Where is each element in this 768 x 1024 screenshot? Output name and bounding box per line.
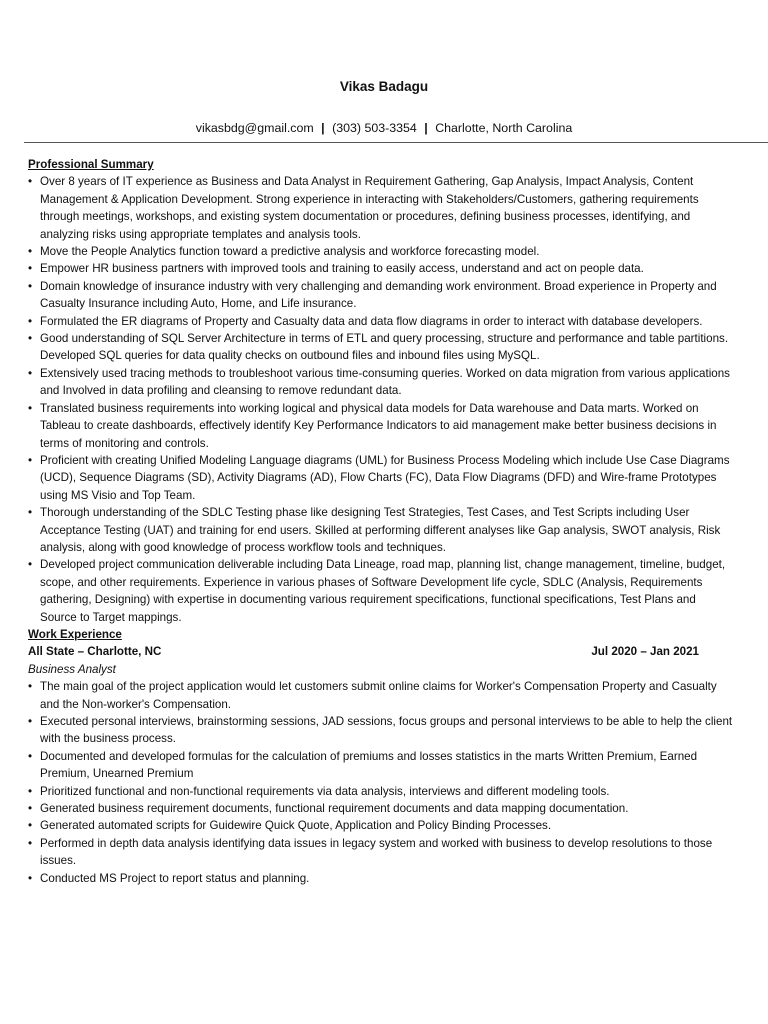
experience-item: • Prioritized functional and non-functional requirements via data analysis, interviews and different modeling tools. (28, 783, 734, 800)
phone-text: (303) 503-3354 (332, 121, 417, 135)
header-divider (24, 142, 768, 143)
summary-item: • Over 8 years of IT experience as Business and Data Analyst in Requirement Gathering, Gap Analysis, Impact Analysis, Content Management & Application Development. Strong experience in interacting with Stakeholders/Customers, gathering requirements through meetings, workshops, and existing system documentation or procedures, defining business processes, identifying, and analyzing risks using appropriate templates and analysis tools. (28, 173, 734, 243)
contact-line (0, 120, 768, 137)
experience-item: • Generated automated scripts for Guidewire Quick Quote, Application and Policy Binding Processes. (28, 817, 734, 834)
summary-item: • Translated business requirements into working logical and physical data models for Data warehouse and Data marts. Worked on Tableau to create dashboards, effectively identify Key Performance Indicators to aid management make better business decisions in terms of monitoring and controls. (28, 400, 734, 452)
summary-item: • Empower HR business partners with improved tools and training to easily access, understand and act on people data. (28, 260, 734, 277)
location-text: Charlotte, North Carolina (435, 121, 573, 135)
job-dates: Jul 2020 – Jan 2021 (591, 645, 699, 659)
experience-list (28, 678, 734, 887)
summary-section-title: Professional Summary (28, 158, 154, 171)
summary-list (28, 173, 734, 626)
summary-item: • Good understanding of SQL Server Architecture in terms of ETL and query processing, structure and performance and table partitions. Developed SQL queries for data quality checks on outbound files and inbound files using MySQL. (28, 330, 734, 365)
experience-item: • Performed in depth data analysis identifying data issues in legacy system and worked with business to develop resolutions to those issues. (28, 835, 734, 870)
email-text: vikasbdg@gmail.com (195, 121, 314, 135)
experience-item: • Documented and developed formulas for the calculation of premiums and losses statistics in the marts Written Premium, Earned Premium, Unearned Premium (28, 748, 734, 783)
contact-separator: | (321, 121, 325, 135)
summary-item: • Thorough understanding of the SDLC Testing phase like designing Test Strategies, Test Cases, and Test Scripts including User Acceptance Testing (UAT) and training for end users. Skilled at performing different analyses like Gap analysis, SWOT analysis, Risk analysis, along with good knowledge of process workflow tools and techniques. (28, 504, 734, 556)
candidate-name: Vikas Badagu (339, 79, 429, 94)
contact-separator: | (424, 121, 428, 135)
experience-section-title: Work Experience (28, 627, 122, 641)
company-location: All State – Charlotte, NC (28, 645, 162, 659)
summary-item: • Proficient with creating Unified Modeling Language diagrams (UML) for Business Process Modeling which include Use Case Diagrams (UCD), Sequence Diagrams (SD), Activity Diagrams (AD), Flow Charts (FC), Data Flow Diagrams (DFD) and Wire-frame Prototypes using MS Visio and Top Team. (28, 452, 734, 504)
summary-item: • Developed project communication deliverable including Data Lineage, road map, planning list, change management, timeline, budget, scope, and other requirements. Experience in various phases of Software Development life cycle, SDLC (Analysis, Requirements gathering, Designing) with expertise in documenting various requirement specifications, functional specifications, Test Plans and Source to Target mappings. (28, 556, 734, 626)
summary-item: • Move the People Analytics function toward a predictive analysis and workforce forecasting model. (28, 243, 734, 260)
resume-body (28, 156, 734, 887)
job-header (28, 643, 734, 660)
summary-item: • Extensively used tracing methods to troubleshoot various time-consuming queries. Worked on data migration from various applications and Involved in data profiling and cleansing to remove redundant data. (28, 365, 734, 400)
experience-item: • Generated business requirement documents, functional requirement documents and data mapping documentation. (28, 800, 734, 817)
experience-item: • Executed personal interviews, brainstorming sessions, JAD sessions, focus groups and personal interviews to be able to help the client with the business process. (28, 713, 734, 748)
job-title: Business Analyst (28, 662, 116, 676)
summary-item: • Formulated the ER diagrams of Property and Casualty data and data flow diagrams in order to interact with database developers. (28, 313, 734, 330)
experience-item: • The main goal of the project application would let customers submit online claims for Worker's Compensation Property and Casualty and the Non-worker's Compensation. (28, 678, 734, 713)
experience-item: • Conducted MS Project to report status and planning. (28, 870, 734, 887)
summary-item: • Domain knowledge of insurance industry with very challenging and demanding work environment. Broad experience in Property and Casualty Insurance including Auto, Home, and Life insurance. (28, 278, 734, 313)
